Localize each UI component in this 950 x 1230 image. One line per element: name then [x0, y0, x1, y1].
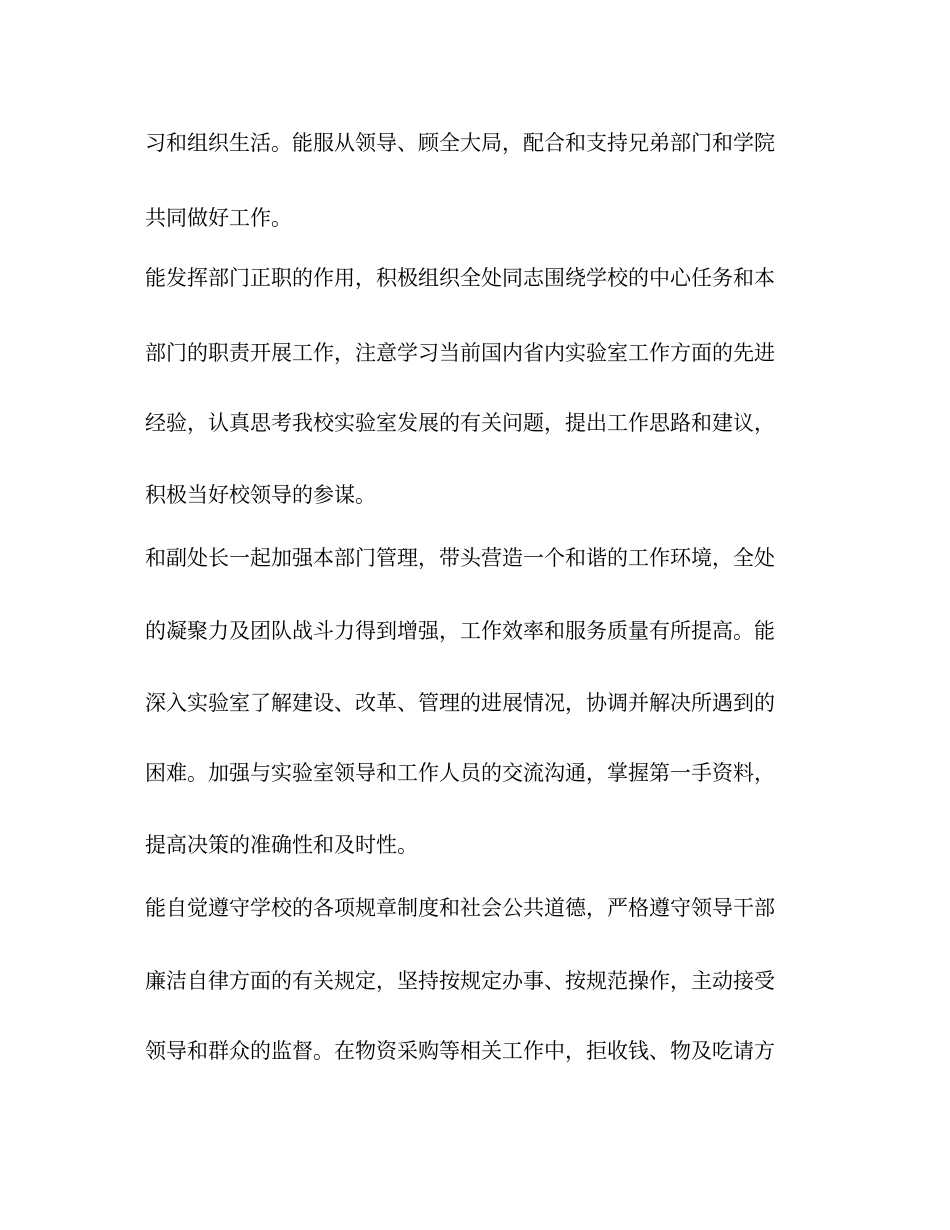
text-line: 和副处长一起加强本部门管理，带头营造一个和谐的工作环境，全处	[145, 546, 775, 570]
text-line: 深入实验室了解建设、改革、管理的进展情况，协调并解决所遇到的	[145, 691, 775, 715]
text-line: 廉洁自律方面的有关规定，坚持按规定办事、按规范操作，主动接受	[145, 969, 775, 993]
text-line: 共同做好工作。	[145, 206, 292, 230]
text-line: 习和组织生活。能服从领导、顾全大局，配合和支持兄弟部门和学院	[145, 131, 775, 155]
text-line: 能发挥部门正职的作用，积极组织全处同志围绕学校的中心任务和本	[145, 266, 775, 290]
text-line: 部门的职责开展工作，注意学习当前国内省内实验室工作方面的先进	[145, 341, 775, 365]
text-line: 能自觉遵守学校的各项规章制度和社会公共道德，严格遵守领导干部	[145, 896, 775, 920]
text-line: 领导和群众的监督。在物资采购等相关工作中，拒收钱、物及吃请方	[145, 1039, 775, 1063]
text-line: 提高决策的准确性和及时性。	[145, 833, 418, 857]
text-line: 的凝聚力及团队战斗力得到增强，工作效率和服务质量有所提高。能	[145, 619, 775, 643]
text-line: 积极当好校领导的参谋。	[145, 483, 376, 507]
text-line: 困难。加强与实验室领导和工作人员的交流沟通，掌握第一手资料，	[145, 761, 775, 785]
text-line: 经验，认真思考我校实验室发展的有关问题，提出工作思路和建议，	[145, 411, 775, 435]
